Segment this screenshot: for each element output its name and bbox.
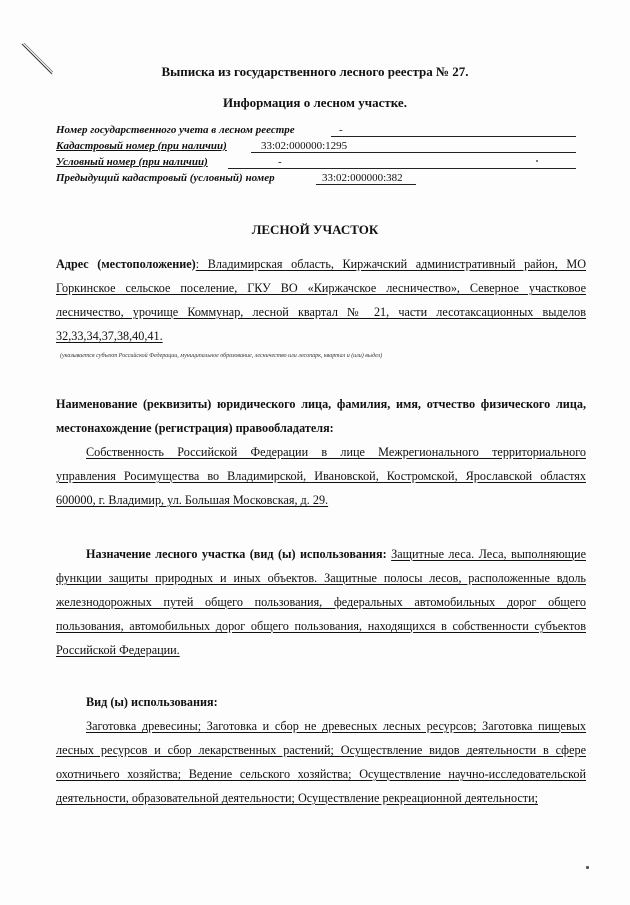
state-number-underline: [331, 136, 576, 137]
uses-value: Заготовка древесины; Заготовка и сбор не древесных лесных ресурсов; Заготовка пищевых лесных ресурсов и сбор лекарственных растений; Осуществление видов деятельности в сфере охотничьего хозяйства; Ведение сельского хозяйства; Осуществление научно-исследовательской деятельности, образовательной деятельности; Осуществление рекреационной деятельности;: [56, 719, 586, 805]
purpose-value: Защитные леса. Леса, выполняющие функции защиты природных и иных объектов. Защитные полосы лесов, расположенные вдоль железнодорожных путей общего пользования, федеральных автомобильных дорог общего пользования, автомобильных дорог общего пользования, находящихся в собственности субъектов Российской Федерации.: [56, 547, 586, 657]
uses-paragraph: [56, 690, 586, 810]
address-label: Адрес (местоположение): [56, 257, 196, 271]
previous-number-label: Предыдущий кадастровый (условный) номер: [56, 172, 275, 184]
registry-meta-block: [56, 122, 576, 186]
document-subheading: Информация о лесном участке.: [223, 95, 407, 110]
address-paragraph: [56, 252, 586, 348]
cadastral-label: Кадастровый номер (при наличии): [56, 140, 227, 152]
uses-label-block: [56, 690, 586, 714]
cadastral-underline: [251, 152, 576, 153]
conditional-underline: [228, 168, 576, 169]
address-note: (указывается субъект Российской Федерации, муниципальное образование, лесничество или лесопарк, квартал и (или) выдел): [60, 353, 383, 359]
owner-value: Собственность Российской Федерации в лице Межрегионального территориального управления Росимущества во Владимирской, Ивановской, Костромской, Ярославской областях 600000, г. Владимир, ул. Большая Московская, д. 29.: [56, 445, 586, 507]
conditional-row: [56, 154, 576, 170]
conditional-value: -: [278, 156, 282, 168]
address-value: : Владимирская область, Киржачский административный район, МО Горкинское сельское поселение, ГКУ ВО «Киржачское лесничество», Северное участковое лесничество, урочище Коммунар, лесной квартал № 21, части лесотаксационных выделов 32,33,34,37,38,40,41.: [56, 257, 586, 343]
uses-value-block: [56, 714, 586, 810]
cadastral-row: [56, 138, 576, 154]
state-number-row: [56, 122, 576, 138]
previous-number-underline: [316, 184, 416, 185]
state-number-value: -: [339, 124, 343, 136]
scan-speck: [536, 160, 538, 162]
owner-value-block: [56, 440, 586, 512]
previous-number-value: 33:02:000000:382: [322, 172, 403, 184]
document-heading: Выписка из государственного лесного реестра № 27.: [161, 64, 469, 79]
purpose-paragraph: [56, 542, 586, 662]
cadastral-value: 33:02:000000:1295: [261, 140, 348, 152]
purpose-label: Назначение лесного участка (вид (ы) использования:: [86, 547, 387, 561]
owner-label: Наименование (реквизиты) юридического лица, фамилия, имя, отчество физического лица, местонахождение (регистрация) правообладателя:: [56, 397, 586, 435]
section-title: ЛЕСНОЙ УЧАСТОК: [251, 222, 379, 237]
previous-number-row: [56, 170, 576, 186]
scan-speck: [586, 866, 589, 869]
conditional-label: Условный номер (при наличии): [56, 156, 208, 168]
owner-paragraph: [56, 392, 586, 512]
uses-label: Вид (ы) использования:: [86, 695, 218, 709]
state-number-label: Номер государственного учета в лесном реестре: [56, 124, 295, 136]
